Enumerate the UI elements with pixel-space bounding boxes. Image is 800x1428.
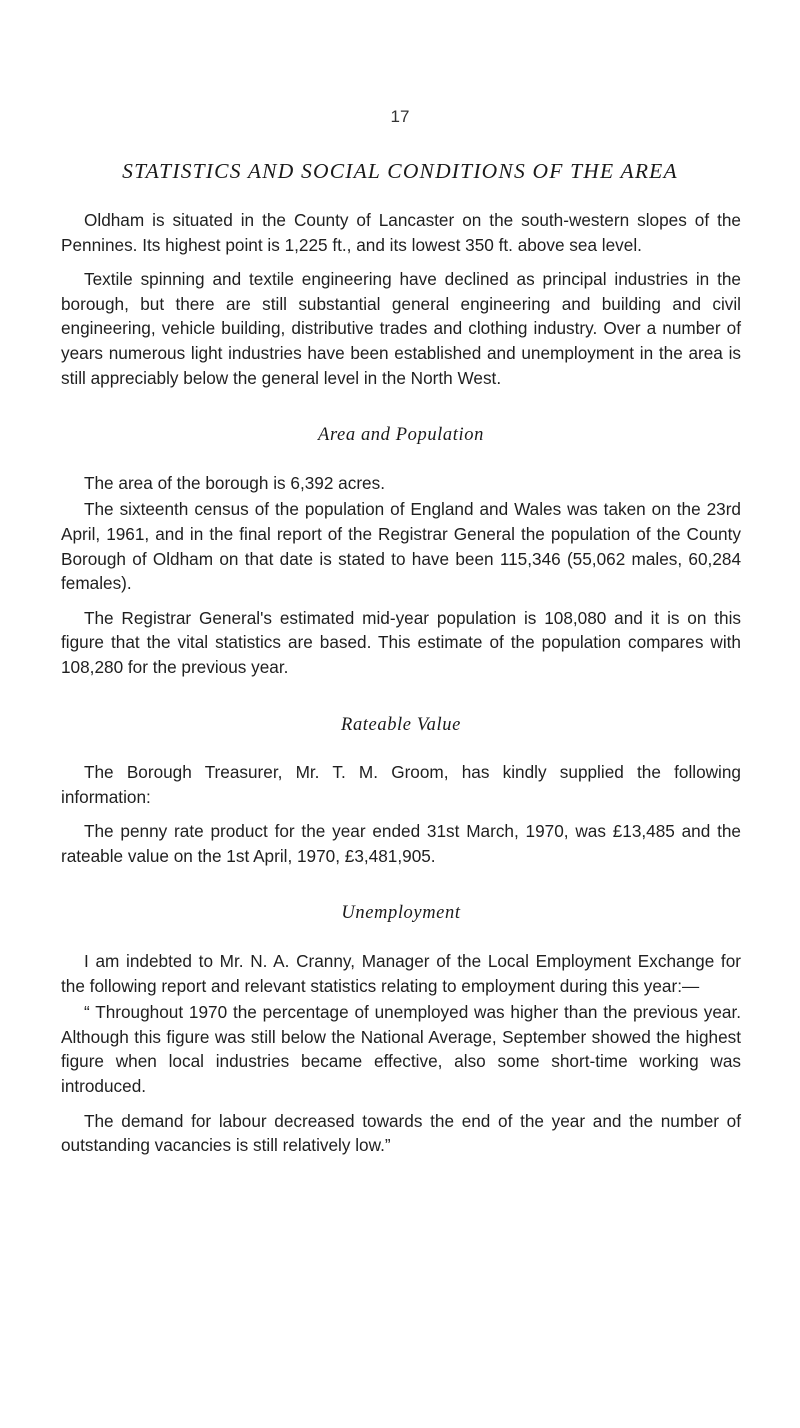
- page-title: STATISTICS AND SOCIAL CONDITIONS OF THE AREA: [122, 159, 678, 183]
- page-number: 17: [390, 107, 410, 126]
- section-paragraph: The area of the borough is 6,392 acres.: [84, 472, 385, 493]
- section-paragraph: The penny rate product for the year ended 31st March, 1970, was £13,485 and the rateable value on the 1st April, 1970, £3,481,905.: [61, 821, 741, 866]
- section-paragraph: “ Throughout 1970 the percentage of unemployed was higher than the previous year. Although this figure was still below the National Average, September showed the highest figure when local industries became effective, also some short-time working was introduced.: [61, 1002, 741, 1097]
- section-heading-rateable-value: Rateable Value: [341, 714, 461, 735]
- section-paragraph: I am indebted to Mr. N. A. Cranny, Manager of the Local Employment Exchange for the following report and relevant statistics relating to employment during this year:—: [61, 951, 741, 996]
- section-paragraph: The demand for labour decreased towards the end of the year and the number of outstanding vacancies is still relatively low.”: [61, 1110, 741, 1156]
- section-paragraph: The sixteenth census of the population of England and Wales was taken on the 23rd April, 1961, and in the final report of the Registrar General the population of the County Borough of Oldham on that date is stated to have been 115,346 (55,062 males, 60,284 females).: [61, 499, 741, 594]
- section-paragraph: The Registrar General's estimated mid-year population is 108,080 and it is on this figure that the vital statistics are based. This estimate of the population compares with 108,280 for the previous year.: [61, 607, 741, 677]
- section-heading-area-population: Area and Population: [318, 425, 484, 446]
- intro-paragraph: Oldham is situated in the County of Lancaster on the south-western slopes of the Pennines. Its highest point is 1,225 ft., and its lowest 350 ft. above sea level.: [61, 210, 741, 255]
- document-body: [61, 208, 741, 1168]
- section-paragraph: The Borough Treasurer, Mr. T. M. Groom, has kindly supplied the following information:: [61, 762, 741, 807]
- intro-paragraph: Textile spinning and textile engineering have declined as principal industries in the borough, but there are still substantial general engineering and building and civil engineering, vehicle building, distributive trades and clothing industry. Over a number of years numerous light industries have been established and unemployment in the area is still appreciably below the general level in the North West.: [61, 269, 741, 388]
- section-heading-unemployment: Unemployment: [341, 903, 461, 924]
